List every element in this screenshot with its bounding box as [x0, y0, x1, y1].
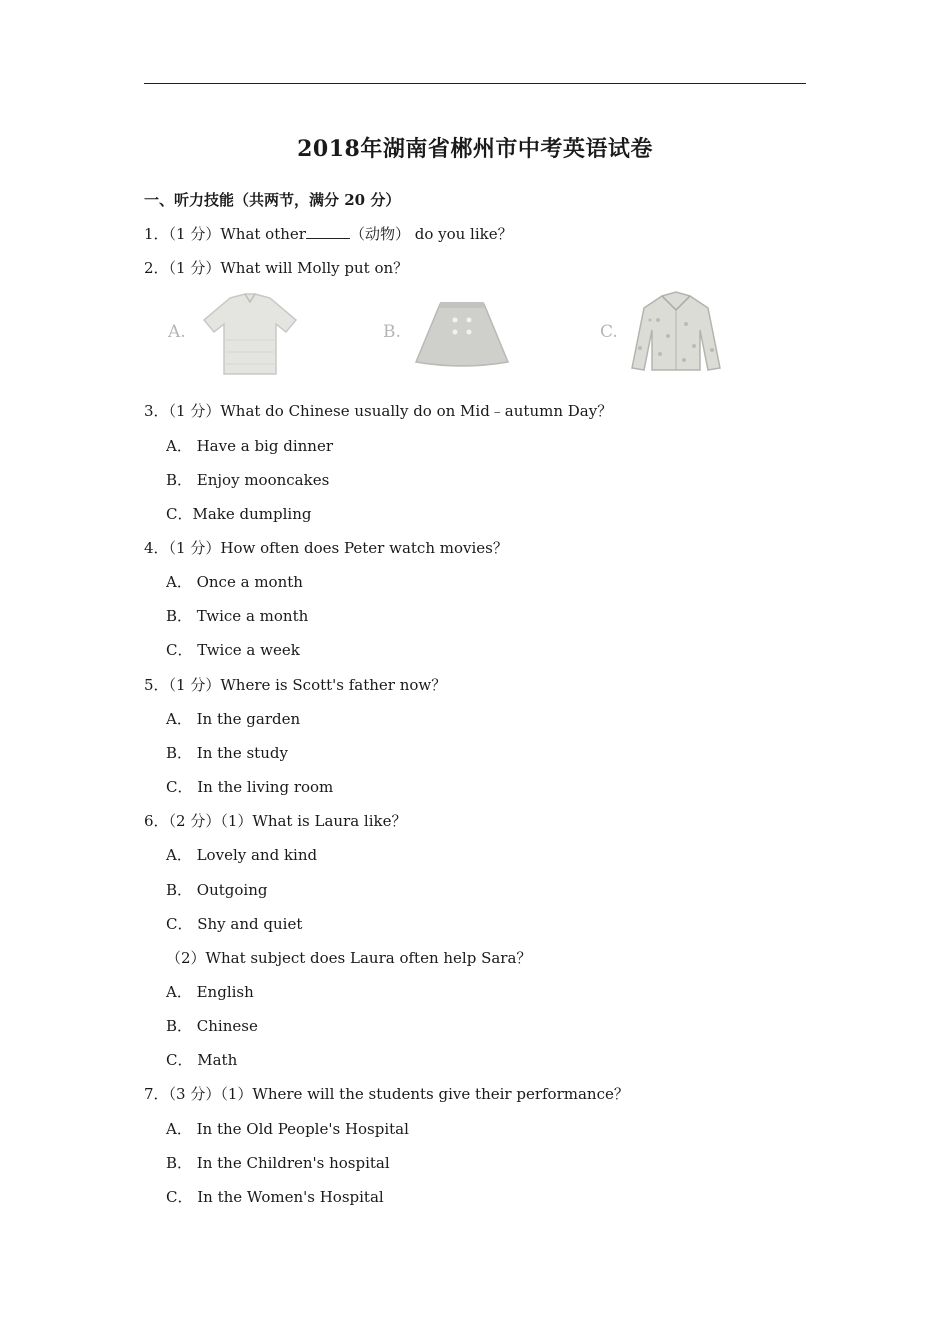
- question-text: Where is Scott's father now？: [220, 676, 447, 694]
- option-c: C． Shy and quiet: [166, 915, 303, 933]
- question-number: 2．: [144, 259, 169, 277]
- option-b: B． Outgoing: [166, 881, 268, 899]
- option-a: A． English: [166, 983, 254, 1001]
- question-1: [144, 224, 513, 244]
- question-score: （3 分）: [168, 1085, 221, 1103]
- header-rule: [144, 83, 806, 84]
- question-7: [144, 1084, 629, 1104]
- question-number: 1．: [144, 225, 169, 243]
- question-text: What do Chinese usually do on Mid﹣autumn Day？: [220, 402, 613, 420]
- question-number: 4．: [144, 539, 169, 557]
- option-c: C． In the living room: [166, 778, 334, 796]
- option-c: C．Make dumpling: [166, 505, 312, 523]
- question-score: （1 分）: [168, 539, 221, 557]
- question-number: 6．: [144, 812, 169, 830]
- question-number: 3．: [144, 402, 169, 420]
- option-b: B． Twice a month: [166, 607, 309, 625]
- option-c: C． In the Women's Hospital: [166, 1188, 384, 1206]
- question-4: [144, 538, 508, 558]
- option-b: B． In the Children's hospital: [166, 1154, 390, 1172]
- question-number: 5．: [144, 676, 169, 694]
- option-c: C． Math: [166, 1051, 238, 1069]
- question-score: （1 分）: [168, 676, 221, 694]
- question-number: 7．: [144, 1085, 169, 1103]
- question-text: （1）Where will the students give their performance？: [220, 1085, 629, 1103]
- option-c: C． Twice a week: [166, 641, 300, 659]
- question-score: （1 分）: [168, 259, 221, 277]
- question-score: （2 分）: [168, 812, 221, 830]
- option-a: A． In the Old People's Hospital: [166, 1120, 409, 1138]
- option-a: A． Lovely and kind: [166, 846, 318, 864]
- option-b: B． Enjoy mooncakes: [166, 471, 330, 489]
- question-text: （1）What is Laura like？: [220, 812, 407, 830]
- question-6: [144, 811, 407, 831]
- section-heading: 一、听力技能（共两节，满分 20 分）: [144, 191, 401, 209]
- sub-question-2: （2）What subject does Laura often help Sara？: [166, 949, 532, 967]
- option-a: A． In the garden: [166, 710, 301, 728]
- option-letter-a: A.: [168, 322, 186, 342]
- question-text-suffix: （动物） do you like？: [349, 225, 513, 243]
- jacket-image: [628, 290, 724, 380]
- question-2: [144, 258, 408, 278]
- question-score: （1 分）: [168, 402, 221, 420]
- question-text: How often does Peter watch movies？: [220, 539, 508, 557]
- question-score: （1 分）: [168, 225, 221, 243]
- option-b: B． Chinese: [166, 1017, 258, 1035]
- option-a: A． Once a month: [166, 573, 303, 591]
- option-letter-b: B.: [383, 322, 401, 342]
- option-a: A． Have a big dinner: [166, 437, 333, 455]
- shirt-image: [200, 290, 300, 380]
- answer-blank: [306, 224, 350, 239]
- option-b: B． In the study: [166, 744, 288, 762]
- question-text: What will Molly put on？: [220, 259, 409, 277]
- question-5: [144, 675, 446, 695]
- question-text: What other: [220, 225, 306, 243]
- question-3: [144, 401, 612, 421]
- skirt-image: [412, 290, 512, 380]
- option-letter-c: C.: [600, 322, 618, 342]
- page-title: 2018年湖南省郴州市中考英语试卷: [297, 136, 653, 162]
